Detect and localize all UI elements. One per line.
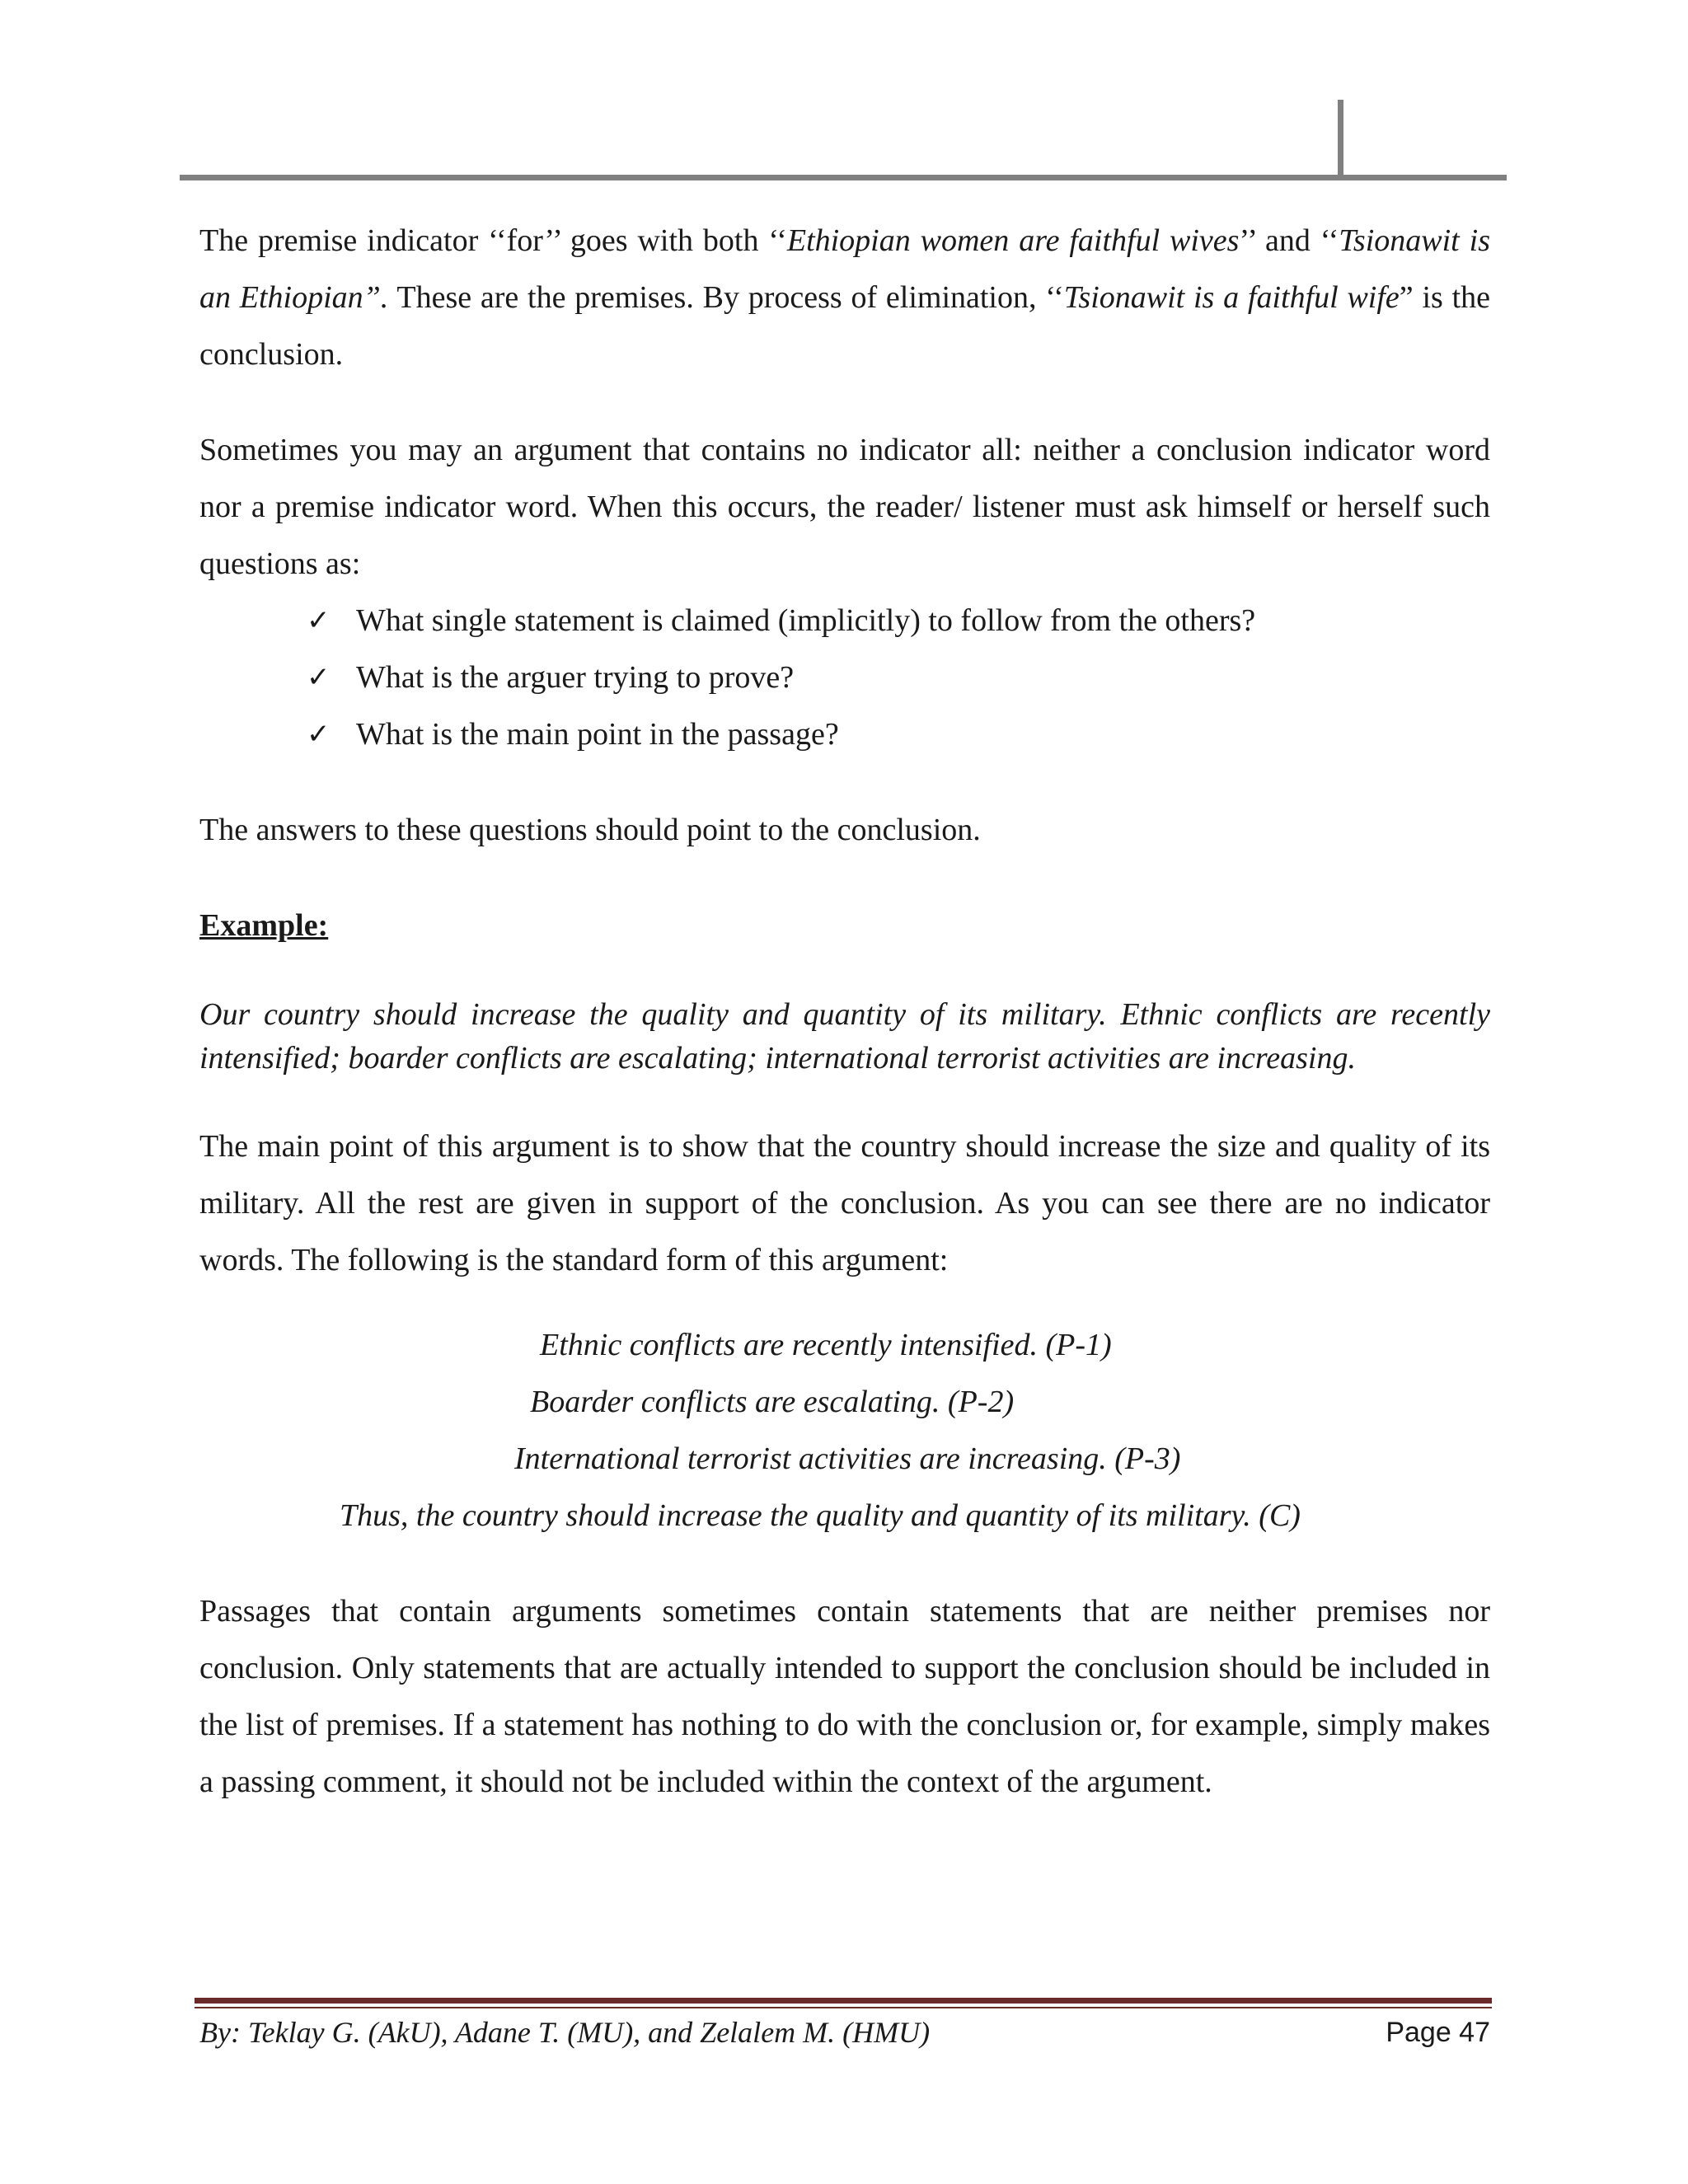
checklist-item-text: What single statement is claimed (implicitly) to follow from the others? bbox=[356, 603, 1256, 638]
page-number: Page 47 bbox=[1386, 2017, 1490, 2048]
premise-3: International terrorist activities are increasing. (P-3) bbox=[514, 1441, 1181, 1476]
checklist-item bbox=[307, 593, 1490, 649]
example-heading: Example: bbox=[199, 908, 329, 943]
text-span: ’’ and ‘‘ bbox=[1239, 223, 1339, 258]
premise-2: Boarder conflicts are escalating. (P-2) bbox=[530, 1385, 1015, 1419]
header-rule bbox=[180, 175, 1507, 180]
premise-1: Ethnic conflicts are recently intensified. (P-1) bbox=[540, 1328, 1112, 1362]
conclusion: Thus, the country should increase the quality and quantity of its military. (C) bbox=[340, 1498, 1301, 1533]
text-span: The premise indicator ‘‘for’’ goes with both ‘‘ bbox=[199, 223, 787, 258]
text-span: These are the premises. By process of elimination, ‘‘ bbox=[388, 280, 1064, 315]
italic-span: Tsionawit is a faithful wife bbox=[1063, 280, 1400, 315]
checkmark-icon: ✓ bbox=[307, 718, 331, 751]
paragraph-no-indicator: Sometimes you may an argument that contains no indicator all: neither a conclusion indicator word nor a premise indicator word. When this occurs, the reader/ listener must ask himself or herself such questions as: bbox=[199, 433, 1490, 581]
text-span: ” is the conclusion. bbox=[199, 280, 1490, 372]
checklist-item bbox=[307, 706, 1490, 763]
paragraph-passages: Passages that contain arguments sometimes contain statements that are neither premises nor conclusion. Only statements that are actually intended to support the conclusion should be included in the list of premises. If a statement has nothing to do with the conclusion or, for example, simply makes a passing comment, it should not be included within the context of the argument. bbox=[199, 1594, 1490, 1799]
checkmark-icon: ✓ bbox=[307, 604, 331, 637]
checklist-item-text: What is the arguer trying to prove? bbox=[356, 660, 795, 695]
footer-authors: By: Teklay G. (AkU), Adane T. (MU), and Zelalem M. (HMU) bbox=[199, 2016, 931, 2049]
checklist-item-text: What is the main point in the passage? bbox=[356, 717, 839, 752]
italic-span: Ethiopian women are faithful wives bbox=[786, 223, 1240, 258]
italic-span: Tsionawit is an Ethiopian”. bbox=[199, 223, 1490, 315]
page-content bbox=[199, 213, 1490, 1811]
header-tick bbox=[1338, 100, 1343, 179]
example-text: Our country should increase the quality and quantity of its military. Ethnic conflicts are recently intensified; boarder conflicts are escalating; international terrorist activities are increasing. bbox=[199, 997, 1490, 1076]
paragraph-premise-indicator bbox=[199, 213, 1490, 383]
footer-rule bbox=[195, 1998, 1492, 2004]
checkmark-icon: ✓ bbox=[307, 661, 331, 694]
standard-form bbox=[199, 1317, 1490, 1544]
paragraph-answers: The answers to these questions should point to the conclusion. bbox=[199, 813, 981, 847]
footer-rule-thin bbox=[195, 2007, 1492, 2008]
checklist-item bbox=[307, 649, 1490, 706]
paragraph-main-point: The main point of this argument is to show that the country should increase the size and quality of its military. All the rest are given in support of the conclusion. As you can see there are no indicator words. The following is the standard form of this argument: bbox=[199, 1129, 1490, 1277]
question-checklist bbox=[199, 593, 1490, 763]
